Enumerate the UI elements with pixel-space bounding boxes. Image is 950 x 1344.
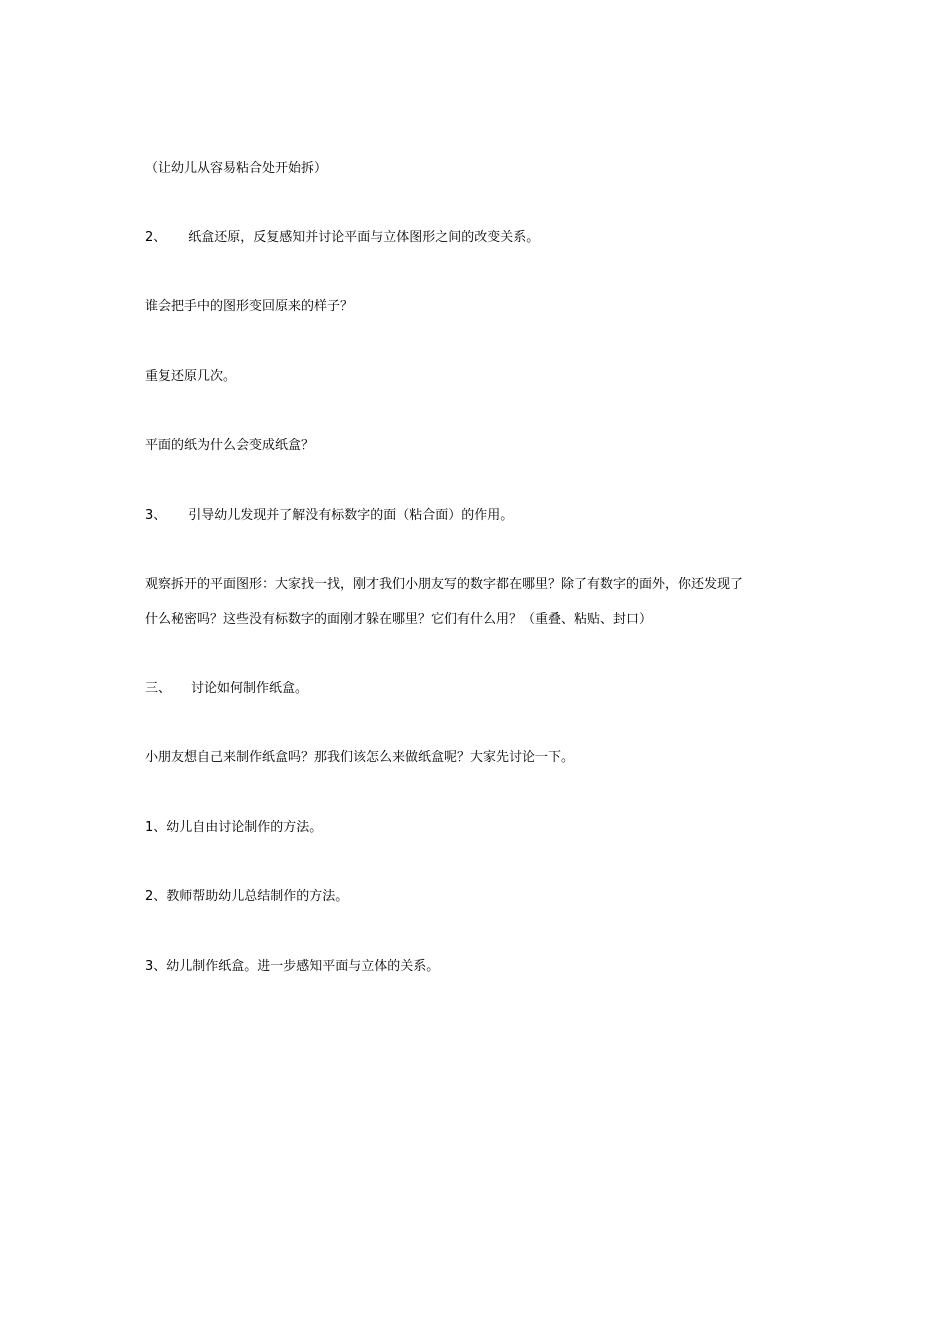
step-2-number: 2、 [145,230,167,245]
step-3-number: 3、 [145,508,167,523]
list-item-2: 2、教师帮助幼儿总结制作的方法。 [145,889,349,904]
section-3-heading [145,680,308,698]
step-2-text: 纸盒还原，反复感知并讨论平面与立体图形之间的改变关系。 [188,230,540,245]
question-3: 平面的纸为什么会变成纸盒？ [145,438,315,453]
step-3 [145,507,513,525]
observe-line-2: 什么秘密吗？这些没有标数字的面刚才躲在哪里？它们有什么用？（重叠、粘贴、封口） [145,612,653,627]
step-2 [145,229,539,247]
intro-paragraph: 小朋友想自己来制作纸盒吗？那我们该怎么来做纸盒呢？大家先讨论一下。 [145,750,575,765]
list-item-1: 1、幼儿自由讨论制作的方法。 [145,820,323,835]
paragraph-note: （让幼儿从容易粘合处开始拆） [145,161,328,176]
section-3-number: 三、 [145,681,172,696]
observe-line-1: 观察拆开的平面图形：大家找一找，刚才我们小朋友写的数字都在哪里？除了有数字的面外，你还发现了 [145,577,744,592]
question-2: 重复还原几次。 [145,369,237,384]
question-1: 谁会把手中的图形变回原来的样子？ [145,299,354,314]
list-item-3: 3、幼儿制作纸盒。进一步感知平面与立体的关系。 [145,959,440,974]
section-3-text: 讨论如何制作纸盒。 [191,681,309,696]
step-3-text: 引导幼儿发现并了解没有标数字的面（粘合面）的作用。 [188,508,514,523]
